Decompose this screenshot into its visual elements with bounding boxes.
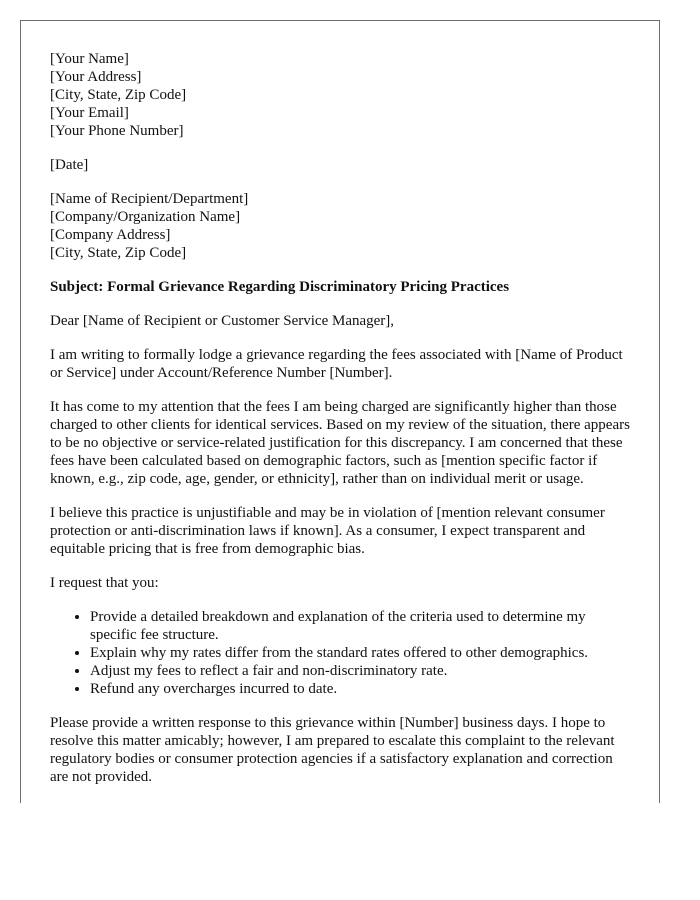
date-block xyxy=(50,156,630,174)
sender-city-state-zip: [City, State, Zip Code] xyxy=(50,87,187,103)
recipient-block xyxy=(50,190,630,262)
sender-name: [Your Name] xyxy=(50,51,129,67)
request-item: • Adjust my fees to reflect a fair and non-discriminatory rate. xyxy=(90,662,630,680)
request-item: • Provide a detailed breakdown and explanation of the criteria used to determine my specific fee structure. xyxy=(90,608,630,644)
recipient-city-state-zip: [City, State, Zip Code] xyxy=(50,245,187,261)
body-paragraph: I believe this practice is unjustifiable and may be in violation of [mention relevant consumer protection or anti-discrimination laws if known]. As a consumer, I expect transparent and equitable pricing that is free from demographic bias. xyxy=(50,505,605,557)
body-paragraph: I am writing to formally lodge a grievance regarding the fees associated with [Name of Product or Service] under Account/Reference Number [Number]. xyxy=(50,347,623,381)
recipient-company: [Company/Organization Name] xyxy=(50,209,241,225)
letter-date: [Date] xyxy=(50,157,89,173)
recipient-name-department: [Name of Recipient/Department] xyxy=(50,191,249,207)
sender-address: [Your Address] xyxy=(50,69,142,85)
letter-body xyxy=(50,50,630,802)
recipient-address: [Company Address] xyxy=(50,227,171,243)
sender-phone: [Your Phone Number] xyxy=(50,123,184,139)
letter-page xyxy=(20,20,660,803)
request-item: • Explain why my rates differ from the standard rates offered to other demographics. xyxy=(90,644,630,662)
subject-line: Subject: Formal Grievance Regarding Discriminatory Pricing Practices xyxy=(50,279,510,295)
sender-email: [Your Email] xyxy=(50,105,129,121)
request-intro: I request that you: xyxy=(50,575,159,591)
sender-block xyxy=(50,50,630,140)
salutation: Dear [Name of Recipient or Customer Service Manager], xyxy=(50,313,395,329)
request-list xyxy=(50,608,630,698)
body-paragraph: It has come to my attention that the fees I am being charged are significantly higher than those charged to other clients for identical services. Based on my review of the situation, there appears to be no objective or service-related justification for this discrepancy. I am concerned that these fees have been calculated based on demographic factors, such as [mention specific factor if known, e.g., zip code, age, gender, or ethnicity], rather than on individual merit or usage. xyxy=(50,399,630,487)
closing-paragraph: Please provide a written response to this grievance within [Number] business days. I hope to resolve this matter amicably; however, I am prepared to escalate this complaint to the relevant regulatory bodies or consumer protection agencies if a satisfactory explanation and correction are not provided. xyxy=(50,715,615,785)
request-item: • Refund any overcharges incurred to date. xyxy=(90,680,630,698)
